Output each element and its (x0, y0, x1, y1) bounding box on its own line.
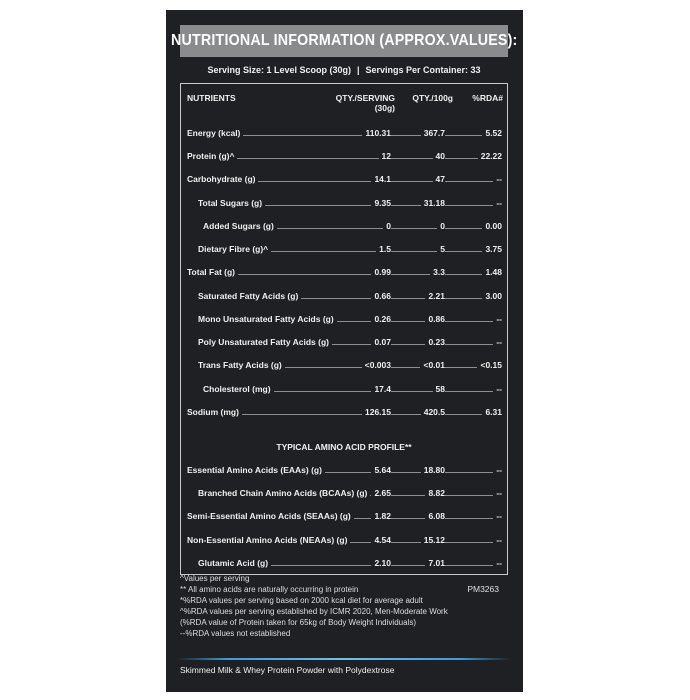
table-row (181, 383, 507, 395)
qty-per-100g: 367.7 (421, 127, 445, 139)
qty-per-serving: <0.003 (362, 359, 391, 371)
qty-per-serving: 2.65 (371, 487, 391, 499)
qty-per-100g: 58 (433, 383, 445, 395)
nutrient-label: Mono Unsaturated Fatty Acids (g) (198, 313, 337, 325)
col-header-rda: %RDA# (472, 93, 503, 103)
qty-per-serving: 0.26 (371, 313, 391, 325)
table-row (181, 557, 507, 569)
table-row (181, 534, 507, 546)
qty-per-serving: 14.1 (371, 173, 391, 185)
rda-value: 0.00 (482, 220, 502, 232)
rda-value: -- (493, 510, 502, 522)
rda-value: -- (493, 336, 502, 348)
table-row (181, 313, 507, 325)
rda-value: -- (493, 464, 502, 476)
table-row (181, 336, 507, 348)
footnotes (180, 573, 510, 639)
table-row (181, 150, 507, 162)
nutrient-label: Semi-Essential Amino Acids (SEAAs) (g) (187, 510, 354, 522)
nutrient-label: Total Fat (g) (187, 266, 238, 278)
nutrient-label: Sodium (mg) (187, 406, 242, 418)
title-bar (170, 25, 518, 57)
col-header-qty-serving-label: QTY./SERVING (335, 93, 395, 103)
rda-value: 1.48 (482, 266, 502, 278)
table-row (181, 266, 507, 278)
rda-value: -- (493, 313, 502, 325)
qty-per-100g: 18.80 (421, 464, 445, 476)
qty-per-serving: 12 (379, 150, 391, 162)
qty-per-serving: 2.10 (371, 557, 391, 569)
nutrient-label: Protein (g)^ (187, 150, 237, 162)
rda-value: -- (493, 383, 502, 395)
qty-per-100g: 47 (433, 173, 445, 185)
qty-per-serving: 4.54 (371, 534, 391, 546)
rda-value: 3.75 (482, 243, 502, 255)
qty-per-serving: 0.07 (371, 336, 391, 348)
rda-value: -- (493, 534, 502, 546)
nutrient-label: Total Sugars (g) (198, 197, 265, 209)
qty-per-serving: 5.64 (371, 464, 391, 476)
rda-value: 3.00 (482, 290, 502, 302)
rda-value: -- (493, 487, 502, 499)
nutrient-label: Dietary Fibre (g)^ (198, 243, 271, 255)
qty-per-serving: 110.31 (362, 127, 391, 139)
nutrient-label: Saturated Fatty Acids (g) (198, 290, 301, 302)
qty-per-serving: 0.99 (371, 266, 391, 278)
col-header-qty-serving-sub: (30g) (374, 103, 395, 113)
rda-value: 5.52 (482, 127, 502, 139)
leader-line (197, 414, 499, 415)
col-header-qty-serving (336, 93, 395, 113)
nutrient-label: Non-Essential Amino Acids (NEAAs) (g) (187, 534, 350, 546)
qty-per-100g: 2.21 (425, 290, 445, 302)
nutrient-label: Cholesterol (mg) (203, 383, 274, 395)
qty-per-100g: 0.86 (425, 313, 445, 325)
col-header-qty-100g: QTY./100g (412, 93, 453, 103)
nutrient-label: Carbohydrate (g) (187, 173, 258, 185)
rda-value: 22.22 (478, 150, 502, 162)
footnote: ** All amino acids are naturally occurring in protein (180, 585, 359, 594)
nutrient-label: Glutamic Acid (g) (198, 557, 271, 569)
qty-per-100g: 8.82 (425, 487, 445, 499)
footnote: *%RDA values per serving based on 2000 kcal diet for average adult (180, 596, 423, 605)
nutrient-label: Trans Fatty Acids (g) (198, 359, 285, 371)
panel-title: NUTRITIONAL INFORMATION (APPROX.VALUES): (170, 32, 518, 49)
product-code: PM3263 (467, 584, 499, 594)
product-description: Skimmed Milk & Whey Protein Powder with Polydextrose (180, 665, 395, 675)
nutrition-table (180, 83, 508, 575)
footnote: ^Values per serving (180, 574, 250, 583)
table-row (181, 197, 507, 209)
qty-per-100g: 0.23 (425, 336, 445, 348)
col-header-nutrients: NUTRIENTS (187, 93, 236, 103)
footnote: ^%RDA values per serving established by ICMR 2020, Men-Moderate Work (180, 607, 448, 616)
table-row (181, 127, 507, 139)
table-row (181, 359, 507, 371)
table-row (181, 510, 507, 522)
rda-value: 6.31 (482, 406, 502, 418)
table-row (181, 290, 507, 302)
qty-per-100g: 31.18 (421, 197, 445, 209)
rda-value: -- (493, 197, 502, 209)
table-row (181, 464, 507, 476)
qty-per-100g: 420.5 (421, 406, 445, 418)
table-row (181, 220, 507, 232)
nutrient-label: Energy (kcal) (187, 127, 243, 139)
rda-value: <0.15 (477, 359, 502, 371)
qty-per-serving: 0 (383, 220, 391, 232)
accent-divider (176, 658, 512, 660)
table-row (181, 406, 507, 418)
leader-line (197, 274, 499, 275)
qty-per-100g: 3.3 (430, 266, 445, 278)
table-row (181, 487, 507, 499)
nutrient-label: Essential Amino Acids (EAAs) (g) (187, 464, 325, 476)
leader-line (197, 158, 499, 159)
footnote: (%RDA value of Protein taken for 65kg of Body Weight Individuals) (180, 618, 416, 627)
nutrient-label: Added Sugars (g) (203, 220, 277, 232)
qty-per-100g: 40 (433, 150, 445, 162)
table-row (181, 243, 507, 255)
qty-per-100g: 6.08 (425, 510, 445, 522)
qty-per-serving: 17.4 (371, 383, 391, 395)
qty-per-100g: 7.01 (425, 557, 445, 569)
servings-per-container: Servings Per Container: 33 (365, 64, 481, 75)
qty-per-100g: <0.01 (420, 359, 445, 371)
footnote: --%RDA values not established (180, 629, 291, 638)
qty-per-serving: 1.82 (371, 510, 391, 522)
qty-per-100g: 5 (437, 243, 445, 255)
nutrient-label: Poly Unsaturated Fatty Acids (g) (198, 336, 332, 348)
serving-size: Serving Size: 1 Level Scoop (30g) (207, 64, 351, 75)
nutrition-panel (166, 10, 523, 692)
serving-info (180, 57, 508, 82)
qty-per-100g: 15.12 (421, 534, 445, 546)
serving-separator: | (356, 64, 360, 75)
qty-per-serving: 9.35 (371, 197, 391, 209)
table-row (181, 173, 507, 185)
rda-value: -- (493, 557, 502, 569)
nutrient-label: Branched Chain Amino Acids (BCAAs) (g) (198, 487, 370, 499)
qty-per-serving: 1.5 (376, 243, 391, 255)
amino-profile-title: TYPICAL AMINO ACID PROFILE** (276, 442, 412, 452)
qty-per-100g: 0 (437, 220, 445, 232)
qty-per-serving: 126.15 (362, 406, 391, 418)
qty-per-serving: 0.66 (371, 290, 391, 302)
rda-value: -- (493, 173, 502, 185)
